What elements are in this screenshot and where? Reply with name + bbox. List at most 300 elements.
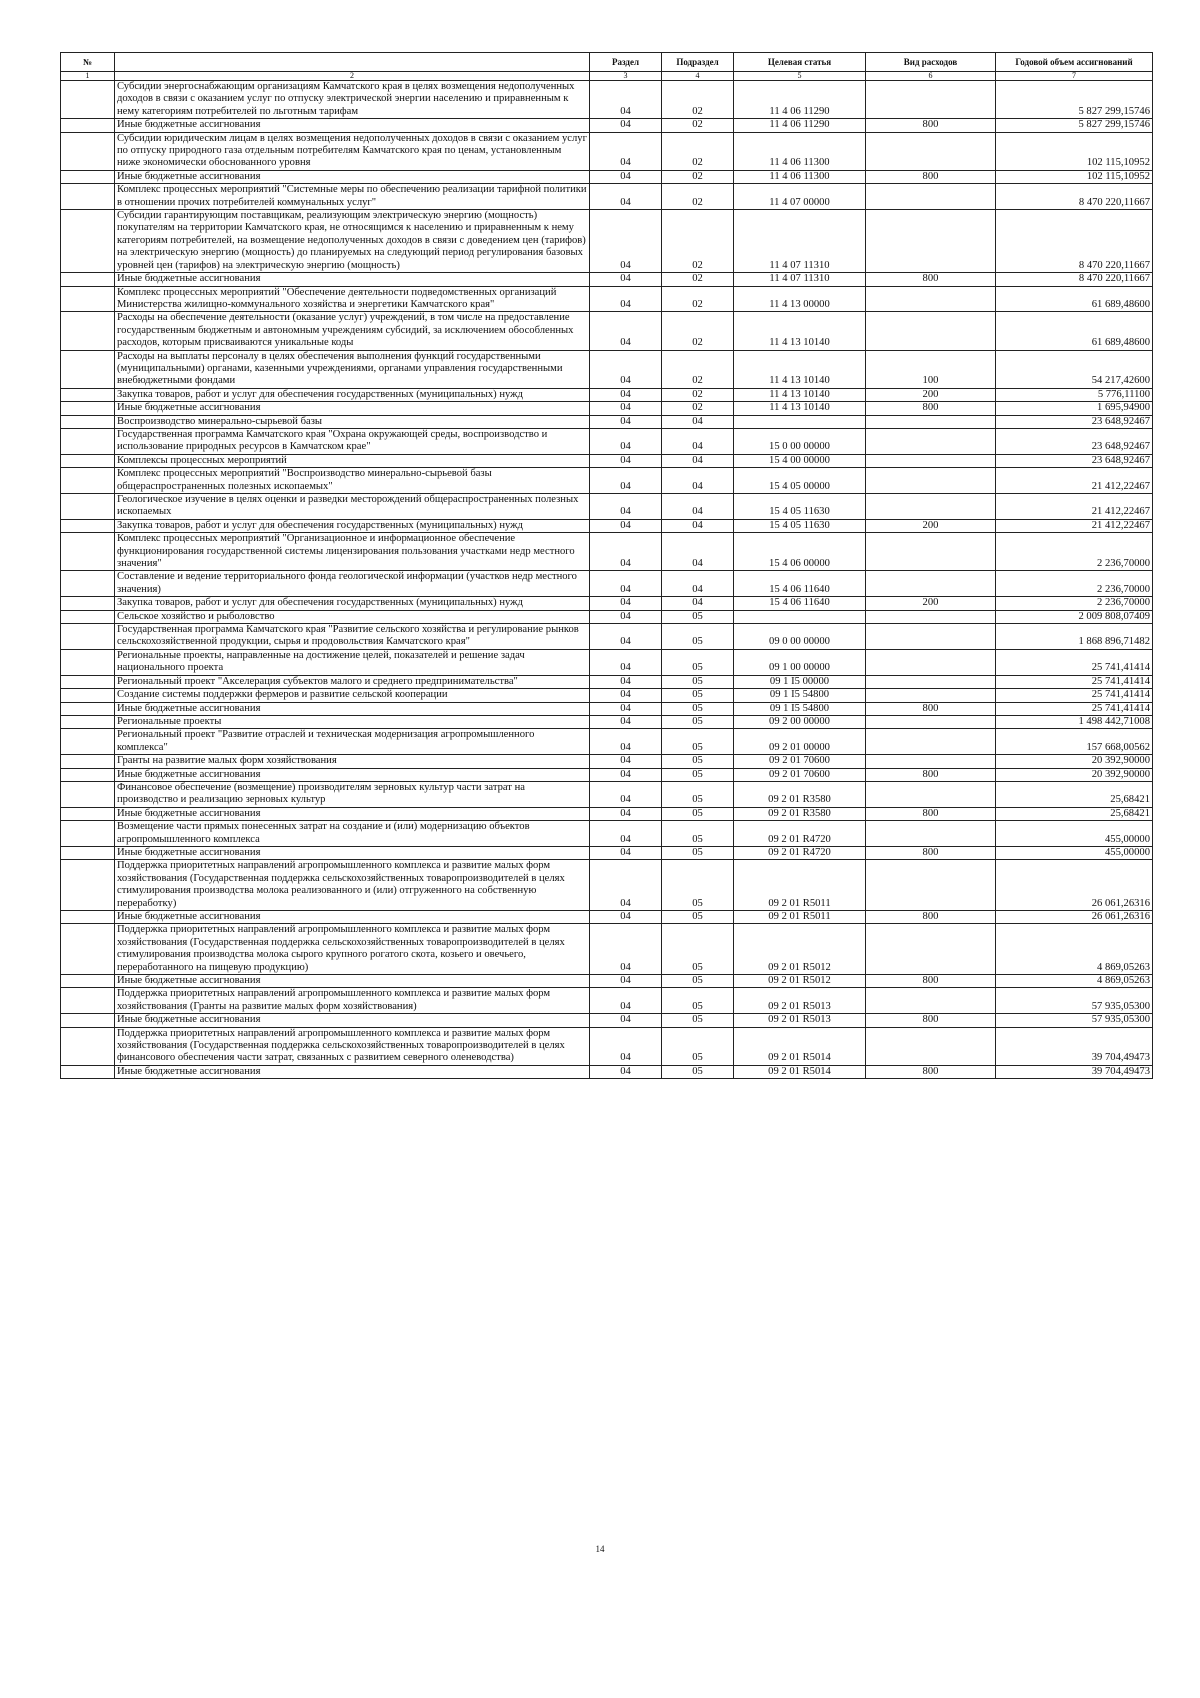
row-target-article-cell: 09 2 01 70600 <box>734 768 866 781</box>
row-expense-type-cell <box>866 988 996 1014</box>
row-target-article-cell: 09 2 01 R5011 <box>734 911 866 924</box>
row-amount-cell: 102 115,10952 <box>996 170 1153 183</box>
col-index-2: 2 <box>115 72 590 81</box>
row-target-article-cell: 15 4 06 00000 <box>734 533 866 571</box>
col-header-subsection: Подраздел <box>662 53 734 72</box>
row-amount-cell: 8 470 220,11667 <box>996 210 1153 273</box>
row-target-article-cell: 11 4 13 10140 <box>734 350 866 388</box>
table-row <box>61 273 1153 286</box>
row-section-cell: 04 <box>590 119 662 132</box>
row-section-cell: 04 <box>590 649 662 675</box>
row-amount-cell: 39 704,49473 <box>996 1027 1153 1065</box>
row-name-cell: Иные бюджетные ассигнования <box>115 702 590 715</box>
table-row <box>61 781 1153 807</box>
col-header-section: Раздел <box>590 53 662 72</box>
table-row <box>61 170 1153 183</box>
row-subsection-cell: 05 <box>662 924 734 975</box>
table-row <box>61 860 1153 911</box>
row-number-cell <box>61 860 115 911</box>
row-amount-cell: 25 741,41414 <box>996 649 1153 675</box>
col-header-number: № <box>61 53 115 72</box>
table-row <box>61 610 1153 623</box>
table-row <box>61 702 1153 715</box>
row-amount-cell: 25 741,41414 <box>996 702 1153 715</box>
row-name-cell: Сельское хозяйство и рыболовство <box>115 610 590 623</box>
row-target-article-cell: 15 0 00 00000 <box>734 428 866 454</box>
budget-table <box>60 52 1153 1079</box>
table-row <box>61 729 1153 755</box>
row-name-cell: Иные бюджетные ассигнования <box>115 273 590 286</box>
row-expense-type-cell <box>866 468 996 494</box>
row-number-cell <box>61 781 115 807</box>
row-expense-type-cell: 800 <box>866 1014 996 1027</box>
header-row <box>61 53 1153 72</box>
row-subsection-cell: 04 <box>662 519 734 532</box>
row-target-article-cell: 09 2 01 R4720 <box>734 846 866 859</box>
row-section-cell: 04 <box>590 519 662 532</box>
row-subsection-cell: 05 <box>662 624 734 650</box>
table-row <box>61 988 1153 1014</box>
row-amount-cell: 57 935,05300 <box>996 988 1153 1014</box>
col-index-6: 6 <box>866 72 996 81</box>
row-expense-type-cell: 800 <box>866 402 996 415</box>
row-amount-cell: 20 392,90000 <box>996 755 1153 768</box>
row-target-article-cell: 11 4 06 11300 <box>734 132 866 170</box>
table-row <box>61 210 1153 273</box>
row-expense-type-cell <box>866 675 996 688</box>
table-row <box>61 350 1153 388</box>
row-amount-cell: 4 869,05263 <box>996 975 1153 988</box>
row-amount-cell: 26 061,26316 <box>996 911 1153 924</box>
row-target-article-cell: 09 2 01 R5012 <box>734 924 866 975</box>
row-name-cell: Комплекс процессных мероприятий "Воспроизводство минерально-сырьевой базы общераспространенных полезных ископаемых" <box>115 468 590 494</box>
col-index-3: 3 <box>590 72 662 81</box>
row-subsection-cell: 05 <box>662 689 734 702</box>
row-number-cell <box>61 494 115 520</box>
row-target-article-cell: 15 4 05 00000 <box>734 468 866 494</box>
row-subsection-cell: 04 <box>662 494 734 520</box>
row-name-cell: Иные бюджетные ассигнования <box>115 402 590 415</box>
table-row <box>61 911 1153 924</box>
row-target-article-cell <box>734 610 866 623</box>
row-expense-type-cell <box>866 533 996 571</box>
row-subsection-cell: 02 <box>662 81 734 119</box>
row-section-cell: 04 <box>590 533 662 571</box>
row-amount-cell: 61 689,48600 <box>996 312 1153 350</box>
row-name-cell: Региональные проекты <box>115 715 590 728</box>
row-expense-type-cell: 800 <box>866 170 996 183</box>
table-row <box>61 846 1153 859</box>
row-name-cell: Субсидии энергоснабжающим организациям Камчатского края в целях возмещения недополученных доходов в связи с оказанием услуг по отпуску электрической энергии населению и приравненным к нему категориям потребителей по льготным тарифам <box>115 81 590 119</box>
row-amount-cell: 1 868 896,71482 <box>996 624 1153 650</box>
row-section-cell: 04 <box>590 597 662 610</box>
row-section-cell: 04 <box>590 781 662 807</box>
table-row <box>61 415 1153 428</box>
row-name-cell: Комплекс процессных мероприятий "Обеспечение деятельности подведомственных организаций Министерства жилищно-коммунального хозяйства и энергетики Камчатского края" <box>115 286 590 312</box>
row-subsection-cell: 05 <box>662 1027 734 1065</box>
row-number-cell <box>61 273 115 286</box>
row-number-cell <box>61 571 115 597</box>
row-name-cell: Комплекс процессных мероприятий "Системные меры по обеспечению реализации тарифной политики в отношении прочих потребителей коммунальных услуг" <box>115 184 590 210</box>
row-expense-type-cell: 800 <box>866 702 996 715</box>
row-number-cell <box>61 702 115 715</box>
row-expense-type-cell <box>866 781 996 807</box>
row-number-cell <box>61 519 115 532</box>
row-expense-type-cell: 800 <box>866 911 996 924</box>
row-expense-type-cell <box>866 860 996 911</box>
row-amount-cell: 39 704,49473 <box>996 1065 1153 1078</box>
row-number-cell <box>61 911 115 924</box>
row-target-article-cell: 15 4 06 11640 <box>734 571 866 597</box>
row-target-article-cell: 09 2 01 R5011 <box>734 860 866 911</box>
row-subsection-cell: 04 <box>662 597 734 610</box>
row-section-cell: 04 <box>590 273 662 286</box>
row-expense-type-cell <box>866 428 996 454</box>
row-expense-type-cell <box>866 454 996 467</box>
col-index-7: 7 <box>996 72 1153 81</box>
row-subsection-cell: 04 <box>662 428 734 454</box>
row-subsection-cell: 02 <box>662 170 734 183</box>
row-section-cell: 04 <box>590 755 662 768</box>
row-target-article-cell: 11 4 06 11290 <box>734 81 866 119</box>
row-number-cell <box>61 689 115 702</box>
row-amount-cell: 23 648,92467 <box>996 415 1153 428</box>
row-name-cell: Субсидии гарантирующим поставщикам, реализующим электрическую энергию (мощность) покупателям на территории Камчатского края, не относящимся к населению и приравненным к нему категориям потребителей, на возмещение недополученных доходов в связи с доведением цен (тарифов) на электрическую энергию (мощность) до планируемых на следующий период регулирования базовых уровней цен (тарифов) на электрическую энергию (мощность) <box>115 210 590 273</box>
row-amount-cell: 61 689,48600 <box>996 286 1153 312</box>
row-target-article-cell: 15 4 00 00000 <box>734 454 866 467</box>
table-row <box>61 624 1153 650</box>
row-name-cell: Закупка товаров, работ и услуг для обеспечения государственных (муниципальных) нужд <box>115 597 590 610</box>
row-name-cell: Региональные проекты, направленные на достижение целей, показателей и решение задач национального проекта <box>115 649 590 675</box>
row-amount-cell: 21 412,22467 <box>996 519 1153 532</box>
row-section-cell: 04 <box>590 821 662 847</box>
row-amount-cell: 54 217,42600 <box>996 350 1153 388</box>
row-name-cell: Иные бюджетные ассигнования <box>115 119 590 132</box>
row-target-article-cell: 11 4 07 00000 <box>734 184 866 210</box>
row-subsection-cell: 05 <box>662 975 734 988</box>
table-row <box>61 715 1153 728</box>
col-header-annual-amount: Годовой объем ассигнований <box>996 53 1153 72</box>
row-name-cell: Финансовое обеспечение (возмещение) производителям зерновых культур части затрат на производство и реализацию зерновых культур <box>115 781 590 807</box>
row-target-article-cell: 15 4 05 11630 <box>734 519 866 532</box>
row-expense-type-cell <box>866 924 996 975</box>
row-target-article-cell: 11 4 06 11300 <box>734 170 866 183</box>
row-section-cell: 04 <box>590 1014 662 1027</box>
table-row <box>61 1065 1153 1078</box>
row-number-cell <box>61 807 115 820</box>
row-target-article-cell <box>734 415 866 428</box>
table-row <box>61 1027 1153 1065</box>
row-name-cell: Иные бюджетные ассигнования <box>115 768 590 781</box>
table-row <box>61 807 1153 820</box>
table-row <box>61 755 1153 768</box>
table-row <box>61 821 1153 847</box>
col-index-4: 4 <box>662 72 734 81</box>
row-section-cell: 04 <box>590 286 662 312</box>
row-section-cell: 04 <box>590 702 662 715</box>
row-amount-cell: 20 392,90000 <box>996 768 1153 781</box>
row-expense-type-cell: 800 <box>866 1065 996 1078</box>
row-expense-type-cell <box>866 184 996 210</box>
row-expense-type-cell: 800 <box>866 273 996 286</box>
row-section-cell: 04 <box>590 428 662 454</box>
row-target-article-cell: 09 2 01 R5013 <box>734 988 866 1014</box>
row-target-article-cell: 11 4 07 11310 <box>734 210 866 273</box>
row-target-article-cell: 11 4 13 00000 <box>734 286 866 312</box>
row-subsection-cell: 05 <box>662 610 734 623</box>
row-number-cell <box>61 649 115 675</box>
row-name-cell: Возмещение части прямых понесенных затрат на создание и (или) модернизацию объектов агропромышленного комплекса <box>115 821 590 847</box>
row-expense-type-cell <box>866 415 996 428</box>
row-expense-type-cell <box>866 715 996 728</box>
row-section-cell: 04 <box>590 494 662 520</box>
row-expense-type-cell <box>866 81 996 119</box>
row-amount-cell: 455,00000 <box>996 821 1153 847</box>
row-expense-type-cell: 200 <box>866 519 996 532</box>
row-section-cell: 04 <box>590 911 662 924</box>
table-row <box>61 132 1153 170</box>
row-expense-type-cell <box>866 494 996 520</box>
row-subsection-cell: 05 <box>662 715 734 728</box>
row-section-cell: 04 <box>590 415 662 428</box>
row-number-cell <box>61 988 115 1014</box>
col-header-target-article: Целевая статья <box>734 53 866 72</box>
row-target-article-cell: 09 2 01 R3580 <box>734 781 866 807</box>
column-number-row <box>61 72 1153 81</box>
row-subsection-cell: 02 <box>662 184 734 210</box>
row-amount-cell: 2 236,70000 <box>996 597 1153 610</box>
row-name-cell: Иные бюджетные ассигнования <box>115 975 590 988</box>
row-section-cell: 04 <box>590 402 662 415</box>
row-amount-cell: 157 668,00562 <box>996 729 1153 755</box>
row-name-cell: Воспроизводство минерально-сырьевой базы <box>115 415 590 428</box>
row-name-cell: Поддержка приоритетных направлений агропромышленного комплекса и развитие малых форм хозяйствования (Государственная поддержка сельскохозяйственных товаропроизводителей в целях стимулирования производства молока сырого крупного рогатого скота, козьего и овечьего, переработанного на пищевую продукцию) <box>115 924 590 975</box>
row-section-cell: 04 <box>590 768 662 781</box>
table-row <box>61 119 1153 132</box>
row-name-cell: Создание системы поддержки фермеров и развитие сельской кооперации <box>115 689 590 702</box>
row-subsection-cell: 05 <box>662 781 734 807</box>
row-name-cell: Поддержка приоритетных направлений агропромышленного комплекса и развитие малых форм хозяйствования (Государственная поддержка сельскохозяйственных товаропроизводителей в целях стимулирования производства молока реализованного и (или) отгруженного на собственную переработку) <box>115 860 590 911</box>
row-section-cell: 04 <box>590 807 662 820</box>
row-target-article-cell: 09 2 00 00000 <box>734 715 866 728</box>
row-target-article-cell: 11 4 07 11310 <box>734 273 866 286</box>
row-amount-cell: 21 412,22467 <box>996 494 1153 520</box>
row-target-article-cell: 09 2 01 R5014 <box>734 1027 866 1065</box>
row-section-cell: 04 <box>590 988 662 1014</box>
row-section-cell: 04 <box>590 132 662 170</box>
row-subsection-cell: 02 <box>662 350 734 388</box>
col-header-expense-type: Вид расходов <box>866 53 996 72</box>
row-expense-type-cell <box>866 610 996 623</box>
row-section-cell: 04 <box>590 1065 662 1078</box>
row-expense-type-cell <box>866 821 996 847</box>
row-amount-cell: 5 827 299,15746 <box>996 81 1153 119</box>
row-expense-type-cell <box>866 210 996 273</box>
row-subsection-cell: 04 <box>662 454 734 467</box>
row-name-cell: Иные бюджетные ассигнования <box>115 1014 590 1027</box>
row-target-article-cell: 09 2 01 R5014 <box>734 1065 866 1078</box>
row-expense-type-cell: 100 <box>866 350 996 388</box>
row-amount-cell: 102 115,10952 <box>996 132 1153 170</box>
row-section-cell: 04 <box>590 210 662 273</box>
row-amount-cell: 1 695,94900 <box>996 402 1153 415</box>
table-row <box>61 519 1153 532</box>
row-section-cell: 04 <box>590 571 662 597</box>
row-number-cell <box>61 597 115 610</box>
row-section-cell: 04 <box>590 729 662 755</box>
row-number-cell <box>61 170 115 183</box>
row-target-article-cell: 09 1 I5 54800 <box>734 702 866 715</box>
row-amount-cell: 4 869,05263 <box>996 924 1153 975</box>
row-target-article-cell: 09 2 01 00000 <box>734 729 866 755</box>
col-index-5: 5 <box>734 72 866 81</box>
row-subsection-cell: 04 <box>662 571 734 597</box>
row-number-cell <box>61 924 115 975</box>
row-subsection-cell: 04 <box>662 468 734 494</box>
row-target-article-cell: 15 4 06 11640 <box>734 597 866 610</box>
row-section-cell: 04 <box>590 715 662 728</box>
row-amount-cell: 2 009 808,07409 <box>996 610 1153 623</box>
table-body <box>61 81 1153 1079</box>
row-section-cell: 04 <box>590 689 662 702</box>
row-section-cell: 04 <box>590 1027 662 1065</box>
row-expense-type-cell <box>866 312 996 350</box>
row-amount-cell: 2 236,70000 <box>996 571 1153 597</box>
table-row <box>61 649 1153 675</box>
table-row <box>61 494 1153 520</box>
row-number-cell <box>61 1014 115 1027</box>
row-name-cell: Региональный проект "Развитие отраслей и техническая модернизация агропромышленного комплекса" <box>115 729 590 755</box>
row-number-cell <box>61 81 115 119</box>
row-number-cell <box>61 715 115 728</box>
row-section-cell: 04 <box>590 675 662 688</box>
col-index-1: 1 <box>61 72 115 81</box>
row-amount-cell: 1 498 442,71008 <box>996 715 1153 728</box>
row-target-article-cell: 09 2 01 R5012 <box>734 975 866 988</box>
row-subsection-cell: 05 <box>662 911 734 924</box>
row-amount-cell: 2 236,70000 <box>996 533 1153 571</box>
budget-sheet <box>60 52 1152 1079</box>
row-number-cell <box>61 119 115 132</box>
row-name-cell: Поддержка приоритетных направлений агропромышленного комплекса и развитие малых форм хозяйствования (Государственная поддержка сельскохозяйственных товаропроизводителей в целях финансового обеспечения части затрат, связанных с развитием северного оленеводства) <box>115 1027 590 1065</box>
table-row <box>61 571 1153 597</box>
row-subsection-cell: 05 <box>662 649 734 675</box>
row-subsection-cell: 04 <box>662 533 734 571</box>
row-target-article-cell: 15 4 05 11630 <box>734 494 866 520</box>
row-amount-cell: 25 741,41414 <box>996 689 1153 702</box>
row-target-article-cell: 09 2 01 R5013 <box>734 1014 866 1027</box>
row-target-article-cell: 09 1 I5 00000 <box>734 675 866 688</box>
row-name-cell: Региональный проект "Акселерация субъектов малого и среднего предпринимательства" <box>115 675 590 688</box>
row-number-cell <box>61 821 115 847</box>
row-amount-cell: 8 470 220,11667 <box>996 184 1153 210</box>
row-amount-cell: 25,68421 <box>996 807 1153 820</box>
row-amount-cell: 26 061,26316 <box>996 860 1153 911</box>
row-amount-cell: 5 827 299,15746 <box>996 119 1153 132</box>
row-section-cell: 04 <box>590 846 662 859</box>
row-section-cell: 04 <box>590 468 662 494</box>
row-section-cell: 04 <box>590 860 662 911</box>
row-expense-type-cell <box>866 729 996 755</box>
row-number-cell <box>61 132 115 170</box>
table-row <box>61 689 1153 702</box>
row-expense-type-cell <box>866 649 996 675</box>
row-section-cell: 04 <box>590 975 662 988</box>
row-section-cell: 04 <box>590 454 662 467</box>
col-header-name <box>115 53 590 72</box>
row-number-cell <box>61 415 115 428</box>
row-name-cell: Геологическое изучение в целях оценки и разведки месторождений общераспространенных полезных ископаемых <box>115 494 590 520</box>
row-expense-type-cell: 200 <box>866 597 996 610</box>
row-number-cell <box>61 533 115 571</box>
row-number-cell <box>61 402 115 415</box>
row-section-cell: 04 <box>590 170 662 183</box>
row-number-cell <box>61 729 115 755</box>
row-subsection-cell: 05 <box>662 846 734 859</box>
row-target-article-cell: 11 4 13 10140 <box>734 388 866 401</box>
row-target-article-cell: 09 1 00 00000 <box>734 649 866 675</box>
table-row <box>61 597 1153 610</box>
row-number-cell <box>61 184 115 210</box>
row-number-cell <box>61 1065 115 1078</box>
row-expense-type-cell: 800 <box>866 807 996 820</box>
row-number-cell <box>61 610 115 623</box>
row-target-article-cell: 09 2 01 R3580 <box>734 807 866 820</box>
row-subsection-cell: 02 <box>662 119 734 132</box>
row-subsection-cell: 02 <box>662 402 734 415</box>
row-subsection-cell: 02 <box>662 132 734 170</box>
row-expense-type-cell: 800 <box>866 768 996 781</box>
row-subsection-cell: 02 <box>662 388 734 401</box>
row-expense-type-cell <box>866 755 996 768</box>
row-subsection-cell: 05 <box>662 768 734 781</box>
row-amount-cell: 23 648,92467 <box>996 428 1153 454</box>
row-name-cell: Гранты на развитие малых форм хозяйствования <box>115 755 590 768</box>
row-name-cell: Закупка товаров, работ и услуг для обеспечения государственных (муниципальных) нужд <box>115 388 590 401</box>
row-number-cell <box>61 286 115 312</box>
row-subsection-cell: 05 <box>662 755 734 768</box>
row-number-cell <box>61 210 115 273</box>
row-target-article-cell: 09 2 01 R4720 <box>734 821 866 847</box>
row-subsection-cell: 05 <box>662 675 734 688</box>
row-name-cell: Составление и ведение территориального фонда геологической информации (участков недр местного значения) <box>115 571 590 597</box>
row-name-cell: Закупка товаров, работ и услуг для обеспечения государственных (муниципальных) нужд <box>115 519 590 532</box>
table-row <box>61 675 1153 688</box>
row-expense-type-cell <box>866 286 996 312</box>
row-number-cell <box>61 388 115 401</box>
row-subsection-cell: 02 <box>662 286 734 312</box>
row-number-cell <box>61 768 115 781</box>
row-target-article-cell: 11 4 13 10140 <box>734 402 866 415</box>
row-target-article-cell: 09 1 I5 54800 <box>734 689 866 702</box>
row-number-cell <box>61 350 115 388</box>
row-subsection-cell: 05 <box>662 729 734 755</box>
row-amount-cell: 5 776,11100 <box>996 388 1153 401</box>
table-row <box>61 402 1153 415</box>
row-amount-cell: 8 470 220,11667 <box>996 273 1153 286</box>
table-row <box>61 924 1153 975</box>
row-target-article-cell: 11 4 06 11290 <box>734 119 866 132</box>
row-subsection-cell: 05 <box>662 807 734 820</box>
row-subsection-cell: 05 <box>662 702 734 715</box>
row-expense-type-cell <box>866 1027 996 1065</box>
row-number-cell <box>61 1027 115 1065</box>
row-name-cell: Иные бюджетные ассигнования <box>115 170 590 183</box>
row-name-cell: Комплекс процессных мероприятий "Организационное и информационное обеспечение функционирования государственной системы лицензирования пользования участками недр местного значения" <box>115 533 590 571</box>
row-amount-cell: 23 648,92467 <box>996 454 1153 467</box>
row-section-cell: 04 <box>590 350 662 388</box>
row-amount-cell: 25 741,41414 <box>996 675 1153 688</box>
